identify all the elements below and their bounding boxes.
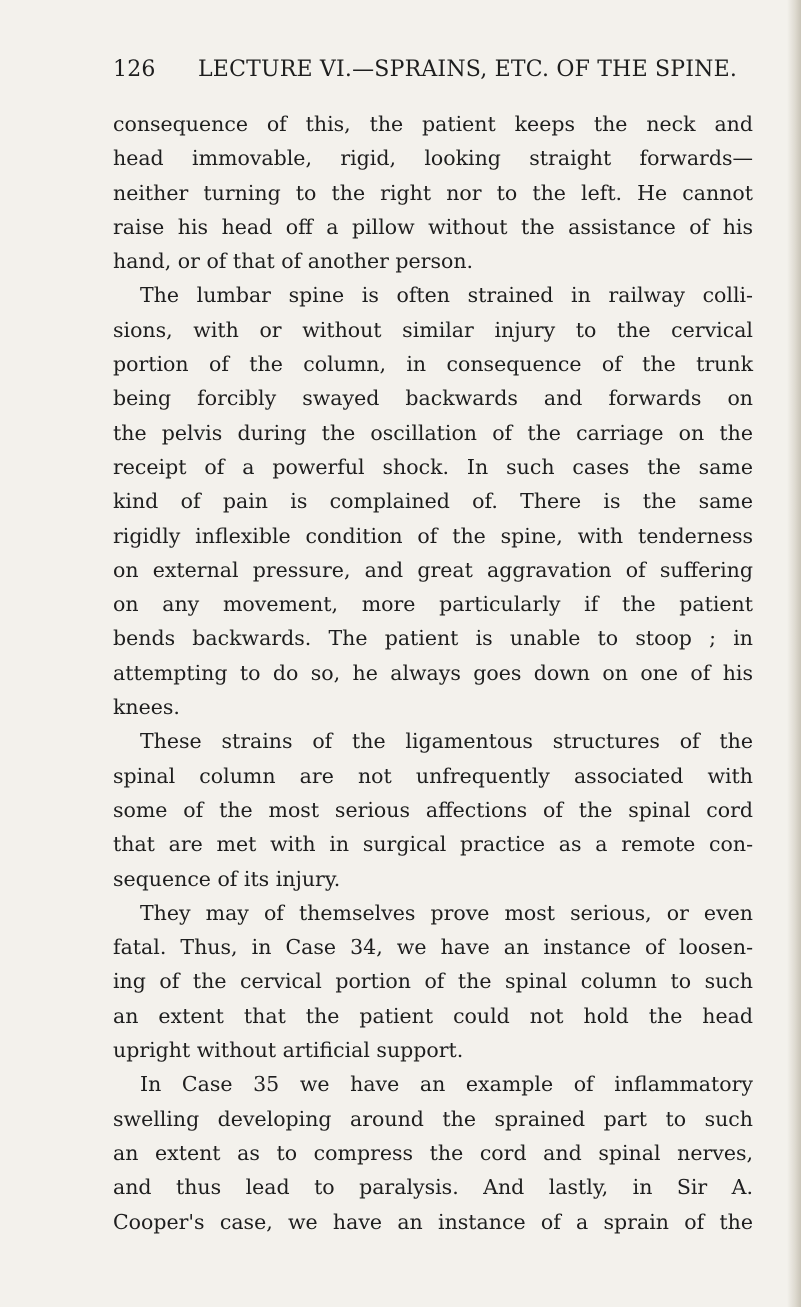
text-line: hand, or of that of another person. (113, 249, 474, 274)
running-head (113, 52, 753, 88)
text-line: sions, with or without similar injury to the cervical (113, 317, 753, 342)
text-line: portion of the column, in consequence of the trunk (113, 352, 753, 377)
text-line: on any movement, more particularly if the patient (113, 592, 753, 617)
page-edge-shadow (787, 0, 801, 1307)
text-line: ing of the cervical portion of the spinal column to such (113, 969, 753, 994)
text-line: and thus lead to paralysis. And lastly, in Sir A. (113, 1175, 753, 1200)
text-line: The lumbar spine is often strained in railway colli- (140, 283, 753, 308)
text-line: In Case 35 we have an example of inflammatory (140, 1072, 753, 1097)
text-line: consequence of this, the patient keeps the neck and (113, 112, 753, 136)
text-line: upright without artificial support. (113, 1038, 464, 1063)
text-line: an extent that the patient could not hold the head (113, 1003, 753, 1028)
text-line: an extent as to compress the cord and spinal nerves, (113, 1140, 753, 1165)
text-line: sequence of its injury. (113, 866, 341, 891)
text-line: spinal column are not unfrequently associated with (113, 763, 753, 788)
text-line: bends backwards. The patient is unable to stoop ; in (113, 626, 753, 651)
text-line: attempting to do so, he always goes down on one of his (113, 660, 753, 685)
text-line: being forcibly swayed backwards and forwards on (113, 386, 753, 411)
text-line: Cooper's case, we have an instance of a sprain of the (113, 1209, 753, 1234)
text-line: raise his head off a pillow without the assistance of his (113, 214, 753, 239)
text-line: These strains of the ligamentous structures of the (140, 729, 753, 754)
text-line: receipt of a powerful shock. In such cases the same (113, 454, 753, 479)
text-line: rigidly inflexible condition of the spine, with tenderness (113, 523, 753, 548)
text-line: head immovable, rigid, looking straight forwards— (113, 146, 753, 171)
text-line: kind of pain is complained of. There is the same (113, 489, 753, 514)
text-line: swelling developing around the sprained part to such (113, 1106, 753, 1131)
text-line: fatal. Thus, in Case 34, we have an instance of loosen- (113, 935, 753, 960)
text-line: on external pressure, and great aggravation of suffering (113, 557, 753, 582)
body-text (113, 107, 753, 1239)
text-line: some of the most serious affections of the spinal cord (113, 797, 753, 822)
text-line: knees. (113, 695, 180, 720)
running-title: LECTURE VI.—SPRAINS, ETC. OF THE SPINE. (198, 57, 738, 82)
text-line: the pelvis during the oscillation of the carriage on the (113, 420, 753, 445)
text-line: neither turning to the right nor to the left. He cannot (113, 180, 753, 205)
text-line: They may of themselves prove most serious, or even (140, 900, 753, 925)
page-number: 126 (113, 57, 156, 82)
text-line: that are met with in surgical practice as a remote con- (113, 832, 753, 857)
